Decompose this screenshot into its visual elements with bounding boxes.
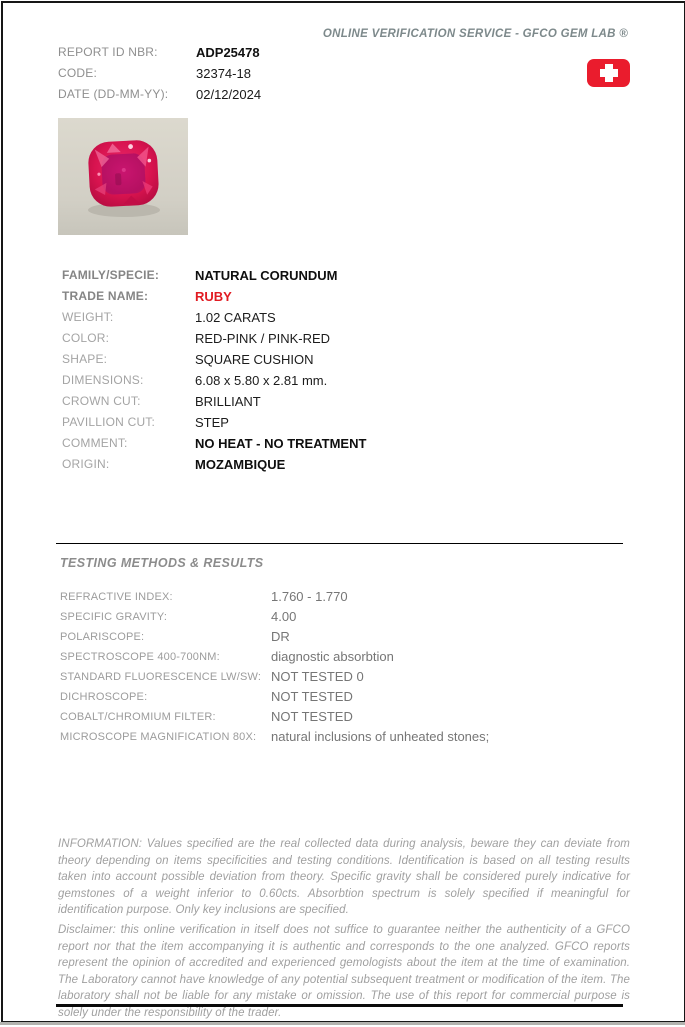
attribute-row	[62, 328, 366, 349]
attribute-row	[62, 349, 366, 370]
spectroscope-value: diagnostic absorbtion	[271, 649, 394, 664]
testing-row	[60, 627, 489, 647]
comment-value: NO HEAT - NO TREATMENT	[195, 436, 367, 451]
fluorescence-value: NOT TESTED 0	[271, 669, 364, 684]
microscope-label: MICROSCOPE MAGNIFICATION 80X:	[60, 731, 257, 743]
gem-photo	[58, 118, 188, 235]
disclaimer-paragraph: Disclaimer: this online verification in itself does not suffice to guarantee neither the authenticity of a GFCO report nor that the item accompanying it is authentic and corresponds to the one analyzed. GFCO reports represent the opinion of accredited and experienced gemologists about the item at the time of examination. The Laboratory cannot have knowledge of any potential subsequent treatment or modification of the item. The laboratory shall not be liable for any mistake or omission. The use of this report for commercial purpose is solely under the responsibility of the trader.	[58, 924, 630, 1019]
testing-row	[60, 707, 489, 727]
specific-gravity-value: 4.00	[271, 609, 297, 624]
attribute-row	[62, 307, 366, 328]
attribute-row	[62, 265, 366, 286]
report-field-row	[58, 84, 261, 105]
refractive-index-value: 1.760 - 1.770	[271, 589, 348, 604]
crown-cut-label: CROWN CUT:	[62, 394, 141, 408]
shape-label: SHAPE:	[62, 352, 108, 366]
origin-label: ORIGIN:	[62, 457, 110, 471]
report-id-value: ADP25478	[196, 45, 260, 60]
pavillion-cut-value: STEP	[195, 415, 229, 430]
date-value: 02/12/2024	[196, 87, 262, 102]
date-label: DATE (DD-MM-YY):	[58, 87, 169, 101]
polariscope-value: DR	[271, 629, 290, 644]
spectroscope-label: SPECTROSCOPE 400-700NM:	[60, 651, 220, 663]
dichroscope-value: NOT TESTED	[271, 689, 353, 704]
report-field-row	[58, 42, 261, 63]
trade-name-value: RUBY	[195, 289, 232, 304]
testing-row	[60, 607, 489, 627]
shape-value: SQUARE CUSHION	[195, 352, 314, 367]
certificate-page	[1, 1, 685, 1023]
family-value: NATURAL CORUNDUM	[195, 268, 338, 283]
microscope-value: natural inclusions of unheated stones;	[271, 729, 490, 744]
specific-gravity-label: SPECIFIC GRAVITY:	[60, 611, 168, 623]
footer-rule	[56, 1004, 623, 1007]
weight-label: WEIGHT:	[62, 310, 114, 324]
comment-label: COMMENT:	[62, 436, 128, 450]
attribute-row	[62, 454, 366, 475]
dimensions-value: 6.08 x 5.80 x 2.81 mm.	[195, 373, 328, 388]
cobalt-filter-value: NOT TESTED	[271, 709, 353, 724]
code-value: 32374-18	[196, 66, 251, 81]
testing-row	[60, 647, 489, 667]
refractive-index-label: REFRACTIVE INDEX:	[60, 591, 173, 603]
gem-attributes-block	[62, 265, 366, 475]
report-id-block	[58, 42, 261, 105]
pavillion-cut-label: PAVILLION CUT:	[62, 415, 156, 429]
testing-row	[60, 667, 489, 687]
attribute-row	[62, 286, 366, 307]
testing-results-block	[60, 587, 489, 747]
origin-value: MOZAMBIQUE	[195, 457, 286, 472]
information-paragraph: INFORMATION: Values specified are the real collected data during analysis, beware they can deviate from theory depending on items specificities and testing conditions. Identification is based on all testing results taken into account possible deviation from theory. Specific gravity shall be considered purely indicative for gemstones of a weight inferior to 0.60cts. Absorbtion spectrum is solely specified if meaningful for identification purpose. Only key inclusions are specified.	[58, 838, 630, 916]
report-field-row	[58, 63, 261, 84]
color-value: RED-PINK / PINK-RED	[195, 331, 331, 346]
section-divider	[56, 543, 623, 544]
testing-row	[60, 687, 489, 707]
dimensions-label: DIMENSIONS:	[62, 373, 144, 387]
report-id-label: REPORT ID NBR:	[58, 45, 158, 59]
weight-value: 1.02 CARATS	[195, 310, 276, 325]
trade-name-label: TRADE NAME:	[62, 289, 149, 303]
testing-section-title: TESTING METHODS & RESULTS	[60, 556, 264, 570]
dichroscope-label: DICHROSCOPE:	[60, 691, 148, 703]
attribute-row	[62, 370, 366, 391]
polariscope-label: POLARISCOPE:	[60, 631, 145, 643]
color-label: COLOR:	[62, 331, 110, 345]
testing-row	[60, 587, 489, 607]
service-title: ONLINE VERIFICATION SERVICE - GFCO GEM LAB ®	[322, 28, 628, 40]
page-bottom-edge	[0, 1022, 685, 1025]
testing-row	[60, 727, 489, 747]
swiss-flag-icon	[587, 59, 630, 87]
attribute-row	[62, 433, 366, 454]
family-label: FAMILY/SPECIE:	[62, 268, 160, 282]
cobalt-filter-label: COBALT/CHROMIUM FILTER:	[60, 711, 216, 723]
code-label: CODE:	[58, 66, 98, 80]
attribute-row	[62, 391, 366, 412]
crown-cut-value: BRILLIANT	[195, 394, 261, 409]
fluorescence-label: STANDARD FLUORESCENCE LW/SW:	[60, 671, 262, 683]
attribute-row	[62, 412, 366, 433]
